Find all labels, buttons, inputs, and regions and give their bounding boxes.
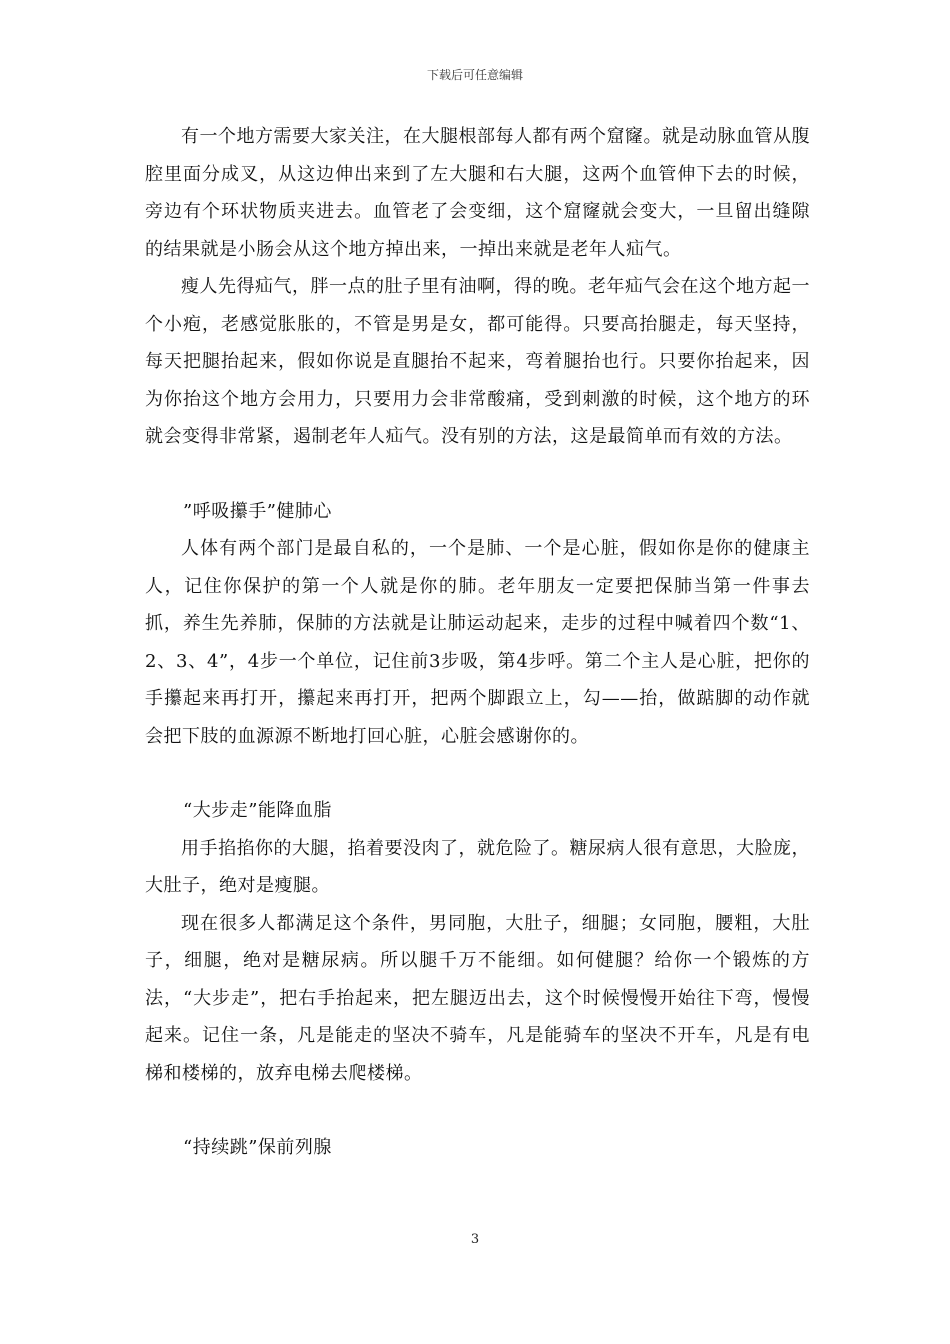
section-gap xyxy=(145,755,810,792)
paragraph-big-steps: 现在很多人都满足这个条件，男同胞，大肚子，细腿；女同胞，腰粗，大肚子，细腿，绝对是糖尿病。所以腿千万不能细。如何健腿？给你一个锻炼的方法，“大步走”，把右手抬起来，把左腿迈出去，这个时候慢慢开始往下弯，慢慢起来。记住一条，凡是能走的坚决不骑车，凡是能骑车的坚决不开车，凡是有电梯和楼梯的，放弃电梯去爬楼梯。 xyxy=(145,912,810,1084)
section-heading-big-steps: “大步走”能降血脂 xyxy=(183,800,332,821)
page-header: 下载后可任意编辑 xyxy=(426,68,523,82)
section-gap xyxy=(145,1092,810,1129)
paragraph-lung-heart: 人体有两个部门是最自私的，一个是肺、一个是心脏，假如你是你的健康主人，记住你保护的第一个人就是你的肺。老年朋友一定要把保肺当第一件事去抓，养生先养肺，保肺的方法就是让肺运动起来，走步的过程中喊着四个数“1、2、3、4”，4步一个单位，记住前3步吸，第4步呼。第二个主人是心脏，把你的手攥起来再打开，攥起来再打开，把两个脚跟立上，勾——抬，做踮脚的动作就会把下肢的血源源不断地打回心脏，心脏会感谢你的。 xyxy=(145,538,810,747)
paragraph-hernia-intro: 有一个地方需要大家关注，在大腿根部每人都有两个窟窿。就是动脉血管从腹腔里面分成叉，从这边伸出来到了左大腿和右大腿，这两个血管伸下去的时候，旁边有个环状物质夹进去。血管老了会变细，这个窟窿就会变大，一旦留出缝隙的结果就是小肠会从这个地方掉出来，一掉出来就是老年人疝气。 xyxy=(145,126,810,260)
section-heading-lung-heart: ”呼吸攥手”健肺心 xyxy=(183,500,332,522)
section-heading-prostate: “持续跳”保前列腺 xyxy=(183,1137,332,1158)
paragraph-hernia-advice: 瘦人先得疝气，胖一点的肚子里有油啊，得的晚。老年疝气会在这个地方起一个小疱，老感觉胀胀的，不管是男是女，都可能得。只要高抬腿走，每天坚持，每天把腿抬起来，假如你说是直腿抬不起来，弯着腿抬也行。只要你抬起来，因为你抬这个地方会用力，只要用力会非常酸痛，受到刺激的时候，这个地方的环就会变得非常紧，遏制老年人疝气。没有别的方法，这是最简单而有效的方法。 xyxy=(145,276,810,447)
page-number: 3 xyxy=(470,1232,480,1247)
document-body xyxy=(145,118,810,1167)
paragraph-leg-check: 用手掐掐你的大腿，掐着要没肉了，就危险了。糖尿病人很有意思，大脸庞，大肚子，绝对是瘦腿。 xyxy=(145,837,810,896)
section-gap xyxy=(145,456,810,493)
